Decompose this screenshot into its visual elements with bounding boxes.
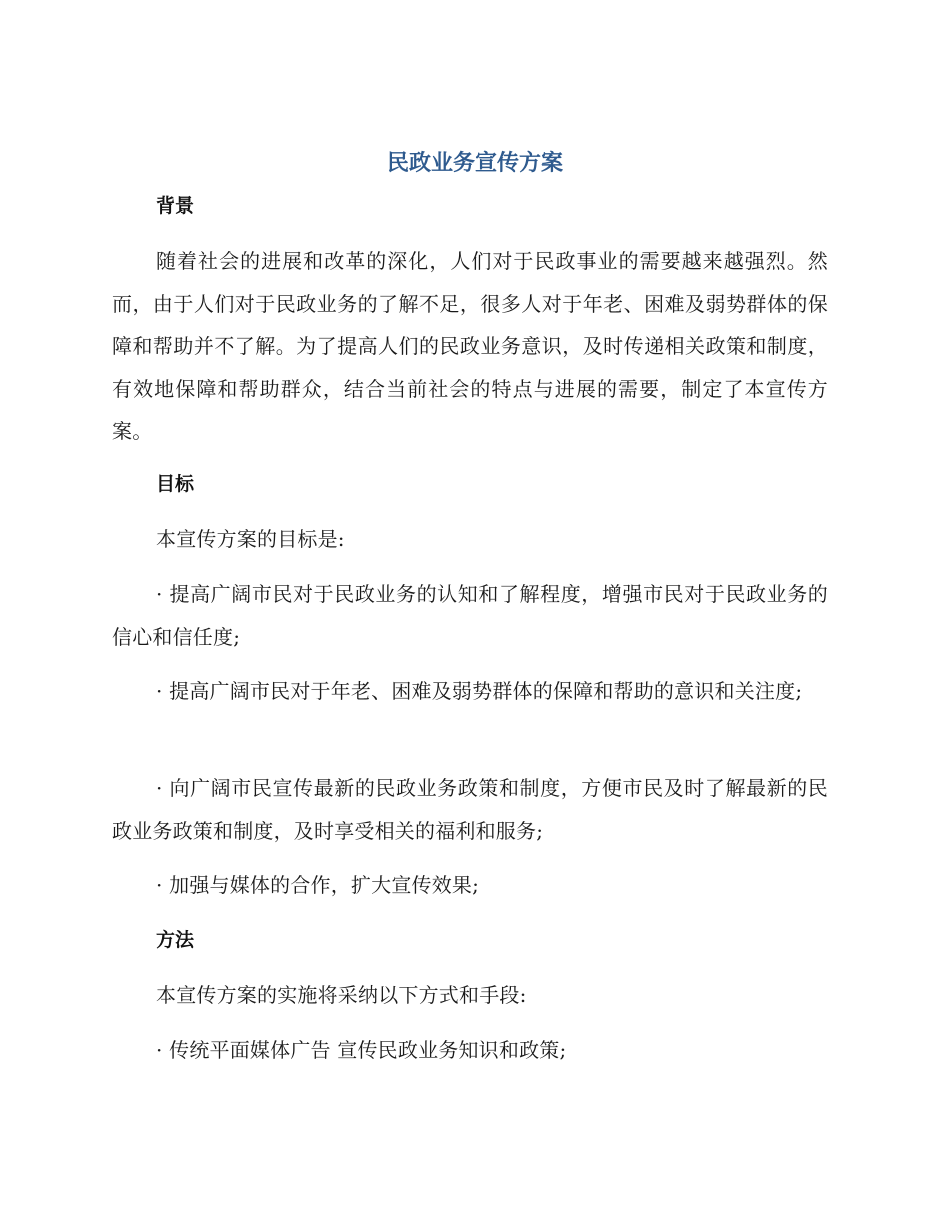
methods-intro: 本宣传方案的实施将采纳以下方式和手段:	[156, 983, 527, 1007]
section-heading-goals: 目标	[156, 473, 195, 495]
section-heading-methods: 方法	[156, 929, 195, 951]
goals-item-2: · 提高广阔市民对于年老、困难及弱势群体的保障和帮助的意识和关注度;	[156, 679, 803, 703]
methods-item-1: · 传统平面媒体广告 宣传民政业务知识和政策;	[156, 1038, 567, 1062]
goals-item-4: · 加强与媒体的合作，扩大宣传效果;	[156, 873, 480, 897]
document-title: 民政业务宣传方案	[386, 151, 563, 176]
goals-intro: 本宣传方案的目标是:	[156, 527, 345, 551]
goals-item-3: · 向广阔市民宣传最新的民政业务政策和制度，方便市民及时了解最新的民政业务政策和制度，及时享受相关的福利和服务;	[112, 776, 828, 843]
goals-item-1: · 提高广阔市民对于民政业务的认知和了解程度，增强市民对于民政业务的信心和信任度;	[112, 582, 828, 649]
background-paragraph: 随着社会的进展和改革的深化，人们对于民政事业的需要越来越强烈。然而，由于人们对于民政业务的了解不足，很多人对于年老、困难及弱势群体的保障和帮助并不了解。为了提高人们的民政业务意识，及时传递相关政策和制度，有效地保障和帮助群众，结合当前社会的特点与进展的需要，制定了本宣传方案。	[112, 249, 828, 443]
section-heading-background: 背景	[156, 195, 195, 217]
